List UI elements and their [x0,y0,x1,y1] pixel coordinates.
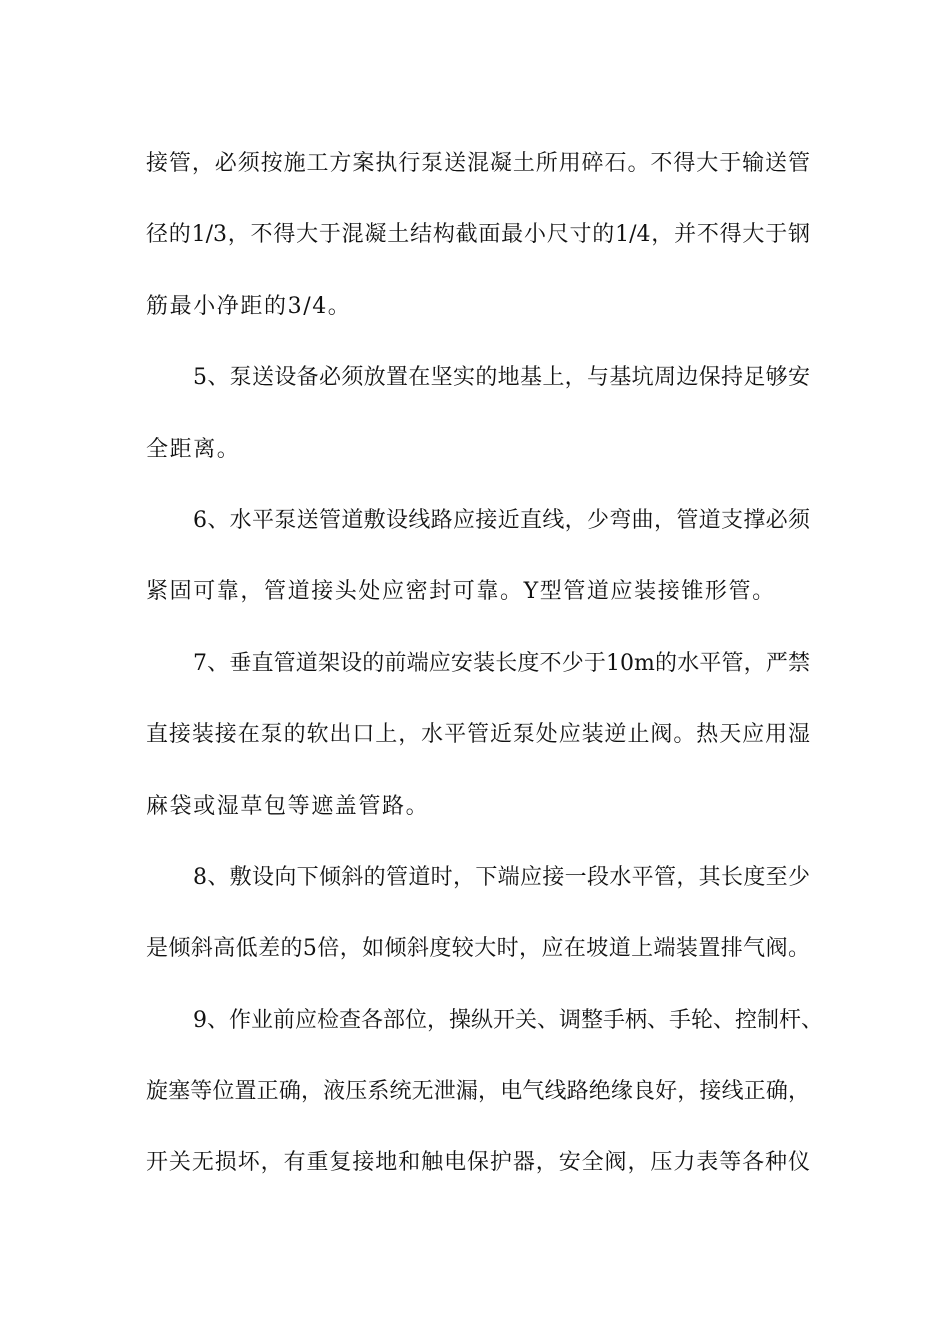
paragraph-start-line: 5、泵送设备必须放置在坚实的地基上，与基坑周边保持足够安 [193,365,810,391]
paragraph-start-line: 7、垂直管道架设的前端应安装长度不少于10m的水平管，严禁 [193,650,810,676]
text-line: 开关无损坏，有重复接地和触电保护器，安全阀，压力表等各种仪 [146,1150,810,1176]
paragraph-start-line: 8、敷设向下倾斜的管道时，下端应接一段水平管，其长度至少 [193,864,810,890]
text-line: 紧固可靠，管道接头处应密封可靠。Y型管道应装接锥形管。 [146,579,776,605]
text-line: 径的1/3，不得大于混凝土结构截面最小尺寸的1/4，并不得大于钢 [146,222,810,248]
body-text [146,128,823,1199]
text-line: 直接装接在泵的软出口上，水平管近泵处应装逆止阀。热天应用湿 [146,722,810,748]
text-line: 旋塞等位置正确，液压系统无泄漏，电气线路绝缘良好，接线正确， [146,1079,810,1105]
text-line: 全距离。 [146,436,241,462]
paragraph-start-line: 9、作业前应检查各部位，操纵开关、调整手柄、手轮、控制杆、 [193,1007,823,1033]
paragraph-start-line: 6、水平泵送管道敷设线路应接近直线，少弯曲，管道支撑必须 [193,507,810,533]
text-line: 是倾斜高低差的5倍，如倾斜度较大时，应在坡道上端装置排气阀。 [146,936,810,962]
text-line: 麻袋或湿草包等遮盖管路。 [146,793,430,819]
text-line: 筋最小净距的3/4。 [146,293,352,319]
text-line: 接管，必须按施工方案执行泵送混凝土所用碎石。不得大于输送管 [146,151,810,176]
